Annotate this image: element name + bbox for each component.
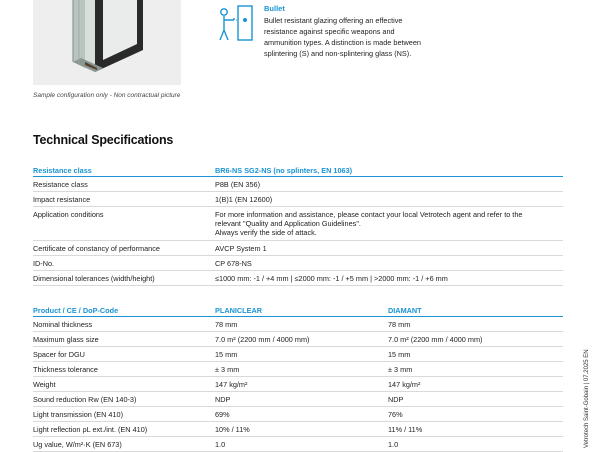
- table-row: [33, 192, 563, 207]
- row-label: Sound reduction Rw (EN 140-3): [33, 395, 137, 404]
- table-row: [33, 317, 563, 332]
- table-row: [33, 422, 563, 437]
- row-label: Nominal thickness: [33, 320, 93, 329]
- table-header-row: [33, 303, 563, 317]
- header-cell: PLANICLEAR: [215, 306, 263, 315]
- feature-title: Bullet: [264, 4, 285, 13]
- row-label: Ug value, W/m²·K (EN 673): [33, 440, 122, 449]
- table-row: [33, 241, 563, 256]
- row-label: Thickness tolerance: [33, 365, 98, 374]
- row-value: CP 678-NS: [215, 259, 252, 268]
- feature-line: splintering (S) and non-splintering glass (NS).: [264, 49, 412, 58]
- product-table: [33, 303, 563, 452]
- row-label: Impact resistance: [33, 195, 91, 204]
- row-value: 15 mm: [388, 350, 411, 359]
- header-cell: Resistance class: [33, 166, 92, 175]
- row-value: 1.0: [388, 440, 399, 449]
- row-value: 1(B)1 (EN 12600): [215, 195, 273, 204]
- row-value: NDP: [388, 395, 404, 404]
- row-value: 11% / 11%: [388, 425, 423, 434]
- table-row: [33, 407, 563, 422]
- row-value: NDP: [215, 395, 231, 404]
- spec-table: [33, 163, 563, 286]
- row-value: 1.0: [215, 440, 226, 449]
- row-value: 10% / 11%: [215, 425, 250, 434]
- feature-line: Bullet resistant glazing offering an effective: [264, 16, 403, 25]
- table-row: [33, 177, 563, 192]
- row-value: 7.0 m² (2200 mm / 4000 mm): [388, 335, 483, 344]
- row-value: ± 3 mm: [388, 365, 413, 374]
- row-value: ≤1000 mm: -1 / +4 mm | ≤2000 mm: -1 / +5 mm | >2000 mm: -1 / +6 mm: [215, 274, 448, 283]
- row-value: 78 mm: [388, 320, 411, 329]
- row-value: 78 mm: [215, 320, 238, 329]
- row-value: 15 mm: [215, 350, 238, 359]
- row-value: 147 kg/m²: [388, 380, 421, 389]
- table-row: [33, 392, 563, 407]
- table-row: [33, 256, 563, 271]
- table-row: [33, 377, 563, 392]
- header-cell: Product / CE / DoP-Code: [33, 306, 119, 315]
- header-cell: DIAMANT: [388, 306, 422, 315]
- section-title: Technical Specifications: [33, 133, 174, 147]
- feature-line: ammunition types. A distinction is made between: [264, 38, 421, 47]
- side-footer-text: Vetrotech Saint-Gobain | 07.2025 EN: [584, 349, 590, 448]
- table-row: [33, 362, 563, 377]
- row-label: Maximum glass size: [33, 335, 99, 344]
- table-row: [33, 347, 563, 362]
- table-row: [33, 207, 563, 241]
- photo-caption: Sample configuration only - Non contractual picture: [33, 92, 181, 99]
- table-row: [33, 332, 563, 347]
- row-value: 69%: [215, 410, 230, 419]
- value-line: relevant "Quality and Application Guidelines".: [215, 219, 361, 228]
- header-cell: BR6-NS SG2-NS (no splinters, EN 1063): [215, 166, 353, 175]
- feature-line: resistance against specific weapons and: [264, 27, 395, 36]
- row-label: Dimensional tolerances (width/height): [33, 274, 155, 283]
- row-label: Light reflection ρL ext./int. (EN 410): [33, 425, 148, 434]
- feature-description: [264, 15, 439, 59]
- product-photo: [33, 0, 181, 85]
- row-label: ID-No.: [33, 259, 55, 268]
- row-value: 7.0 m² (2200 mm / 4000 mm): [215, 335, 310, 344]
- value-line: For more information and assistance, please contact your local Vetrotech agent and refer to the: [215, 210, 523, 219]
- row-label: Application conditions: [33, 210, 104, 219]
- row-label: Spacer for DGU: [33, 350, 85, 359]
- row-label: Certificate of constancy of performance: [33, 244, 160, 253]
- row-label: Resistance class: [33, 180, 88, 189]
- row-value: 147 kg/m²: [215, 380, 248, 389]
- row-value: [215, 210, 560, 237]
- person-shooting-at-glass-icon: [214, 4, 256, 44]
- row-value: AVCP System 1: [215, 244, 267, 253]
- table-header-row: [33, 163, 563, 177]
- table-row: [33, 271, 563, 286]
- row-label: Weight: [33, 380, 56, 389]
- row-value: P8B (EN 356): [215, 180, 261, 189]
- row-label: Light transmission (EN 410): [33, 410, 124, 419]
- row-value: 76%: [388, 410, 403, 419]
- value-line: Always verify the side of attack.: [215, 228, 317, 237]
- row-value: ± 3 mm: [215, 365, 240, 374]
